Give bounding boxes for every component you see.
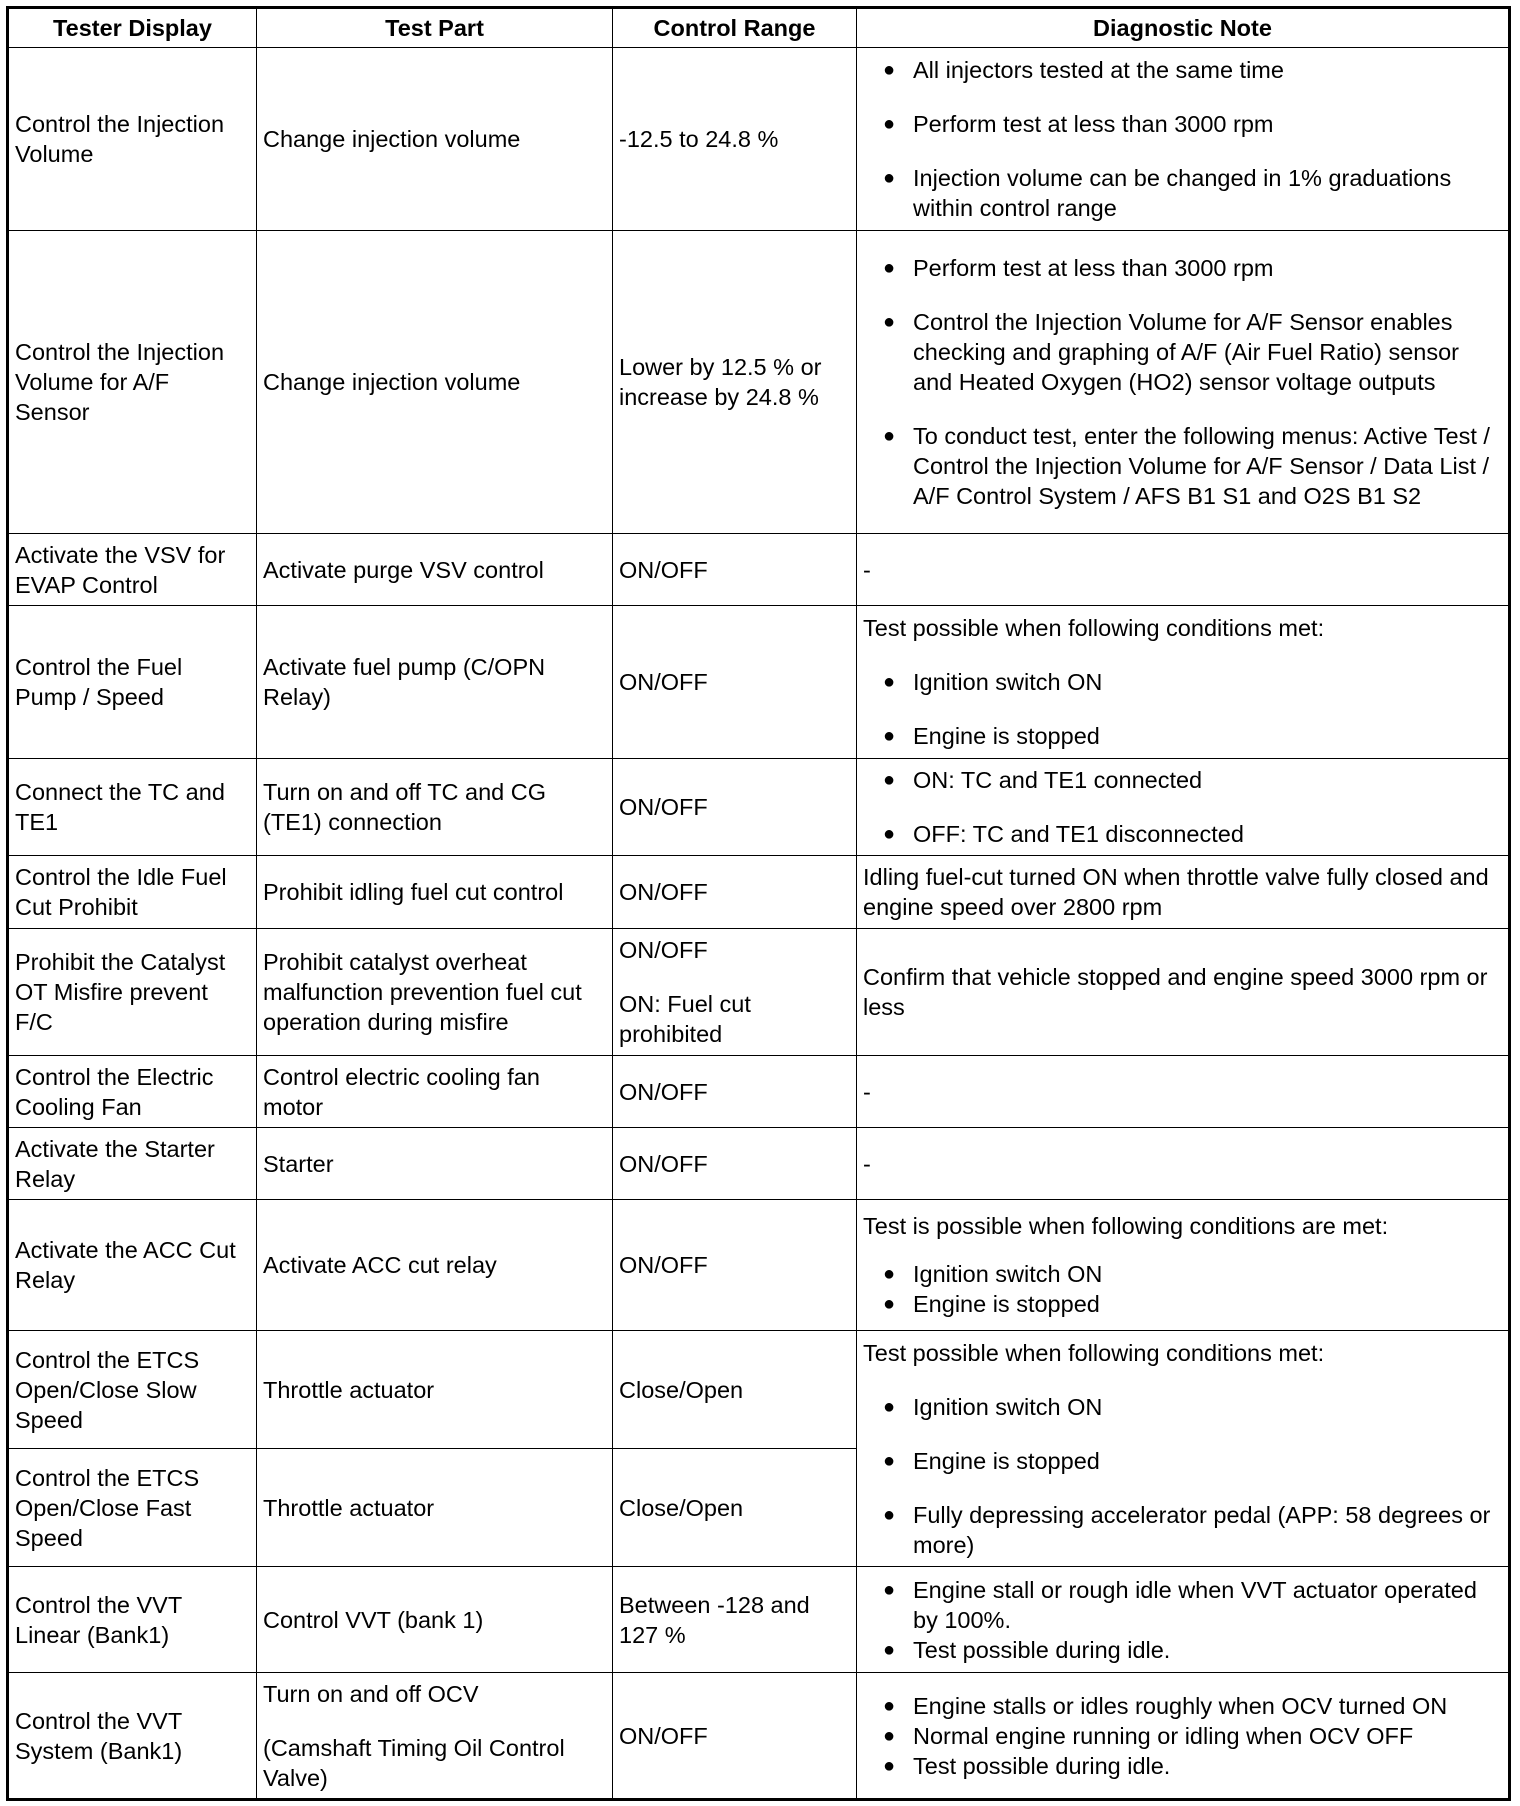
control-range-cell: Close/Open — [613, 1331, 857, 1449]
note-bullet: ● Perform test at less than 3000 rpm — [863, 253, 1502, 283]
note-bullet: ● Ignition switch ON — [863, 1259, 1502, 1289]
note-bullet-list — [863, 765, 1502, 849]
note-bullet: ● Ignition switch ON — [863, 1392, 1502, 1422]
test-part-cell: Starter — [257, 1128, 613, 1200]
table-row — [8, 1200, 1510, 1331]
note-bullet-list — [863, 1259, 1502, 1319]
table-row — [8, 1331, 1510, 1449]
control-range-cell: Close/Open — [613, 1449, 857, 1567]
test-part-cell: Throttle actuator — [257, 1331, 613, 1449]
note-bullet: ● ON: TC and TE1 connected — [863, 765, 1502, 795]
note-bullet: ● Test possible during idle. — [863, 1635, 1502, 1665]
control-range-cell: -12.5 to 24.8 % — [613, 48, 857, 231]
note-bullet-list — [863, 55, 1502, 223]
test-part-line: (Camshaft Timing Oil Control Valve) — [263, 1734, 565, 1791]
header-test-part: Test Part — [257, 8, 613, 48]
diagnostic-note-cell: Confirm that vehicle stopped and engine speed 3000 rpm or less — [857, 929, 1510, 1056]
table-row — [8, 606, 1510, 759]
table-row — [8, 1056, 1510, 1128]
note-bullet: ● Injection volume can be changed in 1% graduations within control range — [863, 163, 1502, 223]
diagnostic-note-cell: - — [857, 1128, 1510, 1200]
test-part-cell: Control VVT (bank 1) — [257, 1567, 613, 1673]
table-row — [8, 1128, 1510, 1200]
diagnostic-note-cell — [857, 231, 1510, 534]
diagnostic-note-cell — [857, 1567, 1510, 1673]
table-row — [8, 1673, 1510, 1800]
table-row — [8, 929, 1510, 1056]
diagnostic-note-cell — [857, 1200, 1510, 1331]
tester-display-cell: Control the Injection Volume — [8, 48, 257, 231]
control-range-cell: ON/OFF — [613, 1128, 857, 1200]
tester-display-cell: Control the Fuel Pump / Speed — [8, 606, 257, 759]
tester-display-cell: Control the Idle Fuel Cut Prohibit — [8, 856, 257, 929]
control-range-cell: Between -128 and 127 % — [613, 1567, 857, 1673]
test-part-cell — [257, 1673, 613, 1800]
table-row — [8, 759, 1510, 856]
test-part-cell: Prohibit idling fuel cut control — [257, 856, 613, 929]
test-part-cell: Activate fuel pump (C/OPN Relay) — [257, 606, 613, 759]
note-bullet: ● Control the Injection Volume for A/F Sensor enables checking and graphing of A/F (Air Fuel Ratio) sensor and Heated Oxygen (HO2) sensor voltage outputs — [863, 307, 1502, 397]
active-test-table-container — [6, 6, 1508, 1801]
control-range-line: ON: Fuel cut prohibited — [619, 991, 751, 1047]
control-range-cell: ON/OFF — [613, 1673, 857, 1800]
note-intro: Test possible when following conditions met: — [863, 1339, 1325, 1366]
tester-display-cell: Connect the TC and TE1 — [8, 759, 257, 856]
note-bullet-list — [863, 1392, 1502, 1560]
note-bullet: ● Engine stall or rough idle when VVT actuator operated by 100%. — [863, 1575, 1502, 1635]
tester-display-cell: Control the Injection Volume for A/F Sensor — [8, 231, 257, 534]
note-bullet: ● Ignition switch ON — [863, 667, 1502, 697]
test-part-cell: Activate ACC cut relay — [257, 1200, 613, 1331]
test-part-cell: Control electric cooling fan motor — [257, 1056, 613, 1128]
diagnostic-note-cell — [857, 759, 1510, 856]
table-row — [8, 48, 1510, 231]
control-range-cell: ON/OFF — [613, 1200, 857, 1331]
note-bullet-list — [863, 1691, 1502, 1781]
control-range-cell: Lower by 12.5 % or increase by 24.8 % — [613, 231, 857, 534]
active-test-table — [6, 6, 1511, 1801]
table-row — [8, 1567, 1510, 1673]
test-part-cell: Change injection volume — [257, 48, 613, 231]
tester-display-cell: Activate the VSV for EVAP Control — [8, 534, 257, 606]
test-part-cell: Turn on and off TC and CG (TE1) connection — [257, 759, 613, 856]
test-part-cell: Prohibit catalyst overheat malfunction prevention fuel cut operation during misfire — [257, 929, 613, 1056]
diagnostic-note-cell: Idling fuel-cut turned ON when throttle valve fully closed and engine speed over 2800 rpm — [857, 856, 1510, 929]
tester-display-cell: Activate the Starter Relay — [8, 1128, 257, 1200]
tester-display-cell: Control the VVT System (Bank1) — [8, 1673, 257, 1800]
diagnostic-note-cell — [857, 1673, 1510, 1800]
control-range-cell: ON/OFF — [613, 534, 857, 606]
table-row — [8, 534, 1510, 606]
note-bullet: ● Engine is stopped — [863, 1289, 1502, 1319]
test-part-cell: Change injection volume — [257, 231, 613, 534]
tester-display-cell: Control the Electric Cooling Fan — [8, 1056, 257, 1128]
note-intro: Test is possible when following conditions are met: — [863, 1213, 1389, 1239]
test-part-cell: Activate purge VSV control — [257, 534, 613, 606]
note-bullet: ● Engine is stopped — [863, 721, 1502, 751]
diagnostic-note-cell: - — [857, 1056, 1510, 1128]
header-control-range: Control Range — [613, 8, 857, 48]
note-bullet: ● Normal engine running or idling when OCV OFF — [863, 1721, 1502, 1751]
control-range-cell — [613, 929, 857, 1056]
tester-display-cell: Control the VVT Linear (Bank1) — [8, 1567, 257, 1673]
note-bullet: ● OFF: TC and TE1 disconnected — [863, 819, 1502, 849]
test-part-line: Turn on and off OCV — [263, 1680, 479, 1707]
diagnostic-note-cell — [857, 606, 1510, 759]
note-bullet: ● All injectors tested at the same time — [863, 55, 1502, 85]
control-range-cell: ON/OFF — [613, 606, 857, 759]
note-intro: Test possible when following conditions met: — [863, 615, 1325, 641]
note-bullet: ● Engine is stopped — [863, 1446, 1502, 1476]
tester-display-cell: Prohibit the Catalyst OT Misfire prevent F/C — [8, 929, 257, 1056]
diagnostic-note-cell — [857, 1331, 1510, 1567]
header-row — [8, 8, 1510, 48]
note-bullet-list — [863, 667, 1502, 751]
test-part-cell: Throttle actuator — [257, 1449, 613, 1567]
note-bullet: ● To conduct test, enter the following menus: Active Test / Control the Injection Volume for A/F Sensor / Data List / A/F Control System / AFS B1 S1 and O2S B1 S2 — [863, 421, 1502, 511]
note-bullet: ● Perform test at less than 3000 rpm — [863, 109, 1502, 139]
note-bullet: ● Fully depressing accelerator pedal (APP: 58 degrees or more) — [863, 1500, 1502, 1560]
control-range-line: ON/OFF — [619, 937, 708, 963]
header-tester-display: Tester Display — [8, 8, 257, 48]
tester-display-cell: Activate the ACC Cut Relay — [8, 1200, 257, 1331]
control-range-cell: ON/OFF — [613, 759, 857, 856]
control-range-cell: ON/OFF — [613, 856, 857, 929]
note-bullet-list — [863, 253, 1502, 511]
tester-display-cell: Control the ETCS Open/Close Fast Speed — [8, 1449, 257, 1567]
control-range-cell: ON/OFF — [613, 1056, 857, 1128]
table-row — [8, 231, 1510, 534]
header-diagnostic-note: Diagnostic Note — [857, 8, 1510, 48]
tester-display-cell: Control the ETCS Open/Close Slow Speed — [8, 1331, 257, 1449]
table-row — [8, 856, 1510, 929]
note-bullet: ● Engine stalls or idles roughly when OCV turned ON — [863, 1691, 1502, 1721]
diagnostic-note-cell — [857, 48, 1510, 231]
note-bullet-list — [863, 1575, 1502, 1665]
diagnostic-note-cell: - — [857, 534, 1510, 606]
note-bullet: ● Test possible during idle. — [863, 1751, 1502, 1781]
